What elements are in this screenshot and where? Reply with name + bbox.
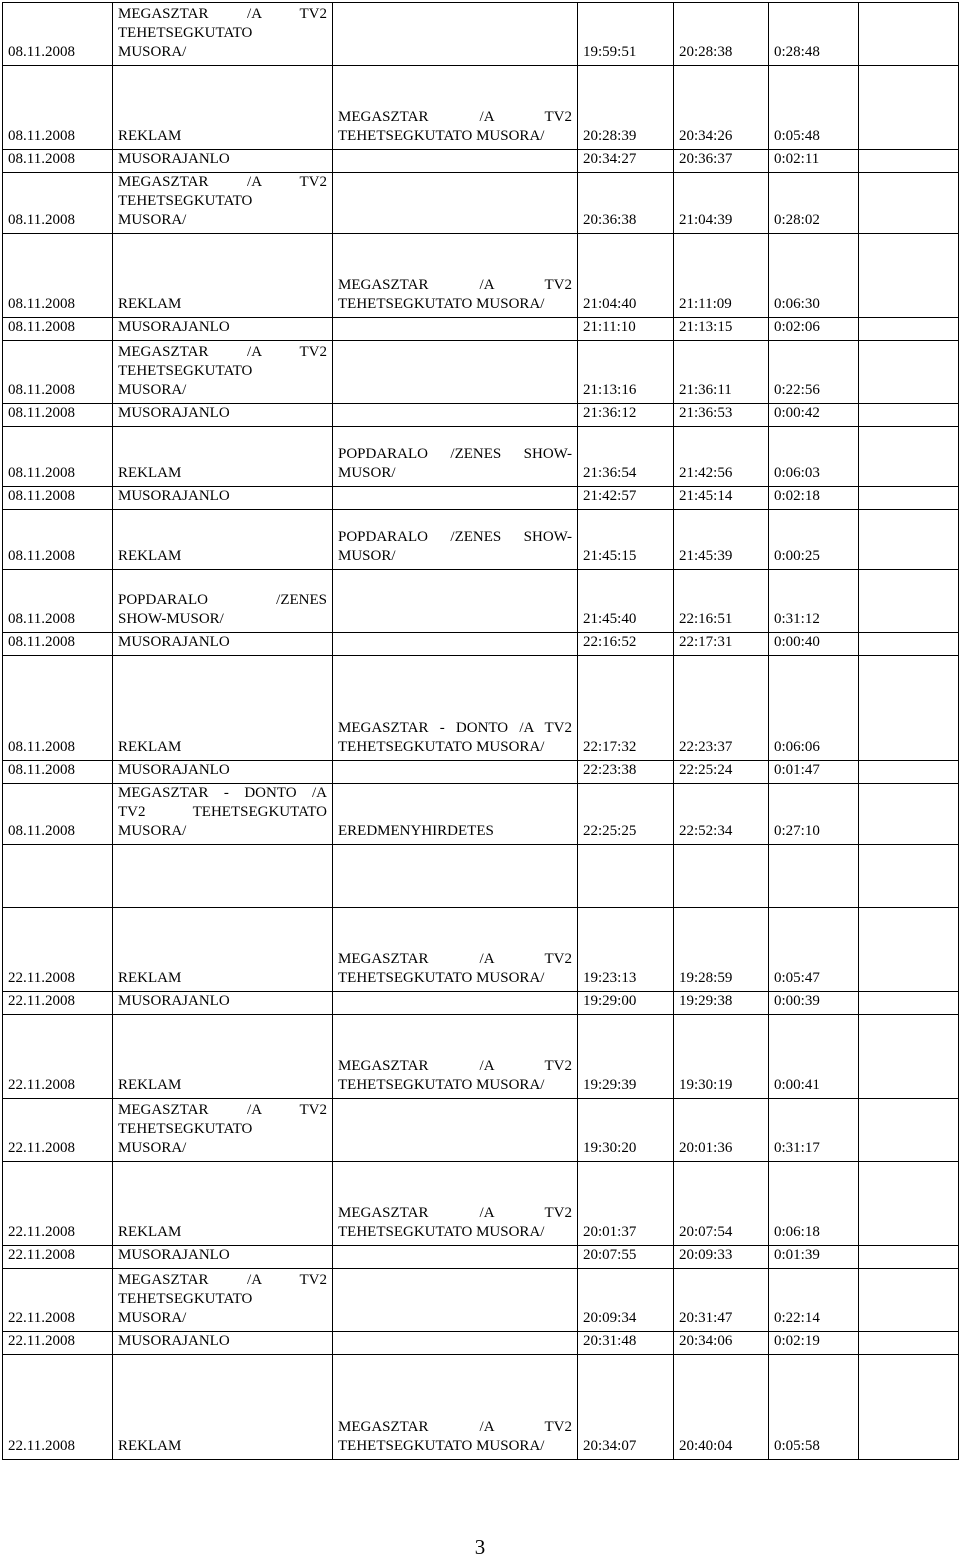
start-time-cell: 20:07:55 — [578, 1246, 674, 1269]
start-time-cell: 20:36:38 — [578, 173, 674, 234]
spare-cell — [859, 656, 959, 761]
date-cell: 08.11.2008 — [3, 427, 113, 487]
content-type-cell: MUSORAJANLO — [113, 150, 333, 173]
program-title-line: MEGASZTAR /A TV2 — [118, 1272, 327, 1288]
spare-cell — [859, 908, 959, 992]
spare-cell — [859, 992, 959, 1015]
program-title-line: MEGASZTAR /A TV2 — [118, 174, 327, 190]
start-time-cell: 21:11:10 — [578, 318, 674, 341]
table-row — [3, 908, 959, 992]
program-title-line: TEHETSEGKUTATO — [118, 193, 253, 209]
content-type-cell: REKLAM — [113, 234, 333, 318]
table-row — [3, 66, 959, 150]
program-cell: EREDMENYHIRDETES — [333, 784, 578, 845]
program-title-line: MUSORA/ — [118, 823, 187, 839]
start-time-cell: 20:01:37 — [578, 1162, 674, 1246]
end-time-cell: 22:25:24 — [674, 761, 769, 784]
content-type-cell — [113, 1099, 333, 1162]
content-type-cell — [113, 1269, 333, 1332]
spare-cell — [859, 1099, 959, 1162]
spare-cell — [859, 1246, 959, 1269]
page-number: 3 — [474, 1535, 486, 1559]
date-cell: 08.11.2008 — [3, 633, 113, 656]
start-time-cell: 22:25:25 — [578, 784, 674, 845]
program-cell: MEGASZTAR /A TV2 TEHETSEGKUTATO MUSORA/ — [333, 1162, 578, 1246]
date-cell: 08.11.2008 — [3, 784, 113, 845]
duration-cell: 0:01:39 — [769, 1246, 859, 1269]
date-cell: 22.11.2008 — [3, 1162, 113, 1246]
spare-cell — [859, 173, 959, 234]
program-cell — [333, 1269, 578, 1332]
end-time-cell: 19:28:59 — [674, 908, 769, 992]
date-cell: 08.11.2008 — [3, 318, 113, 341]
content-type-cell: REKLAM — [113, 656, 333, 761]
date-cell: 22.11.2008 — [3, 1332, 113, 1355]
content-type-cell — [113, 784, 333, 845]
content-type-cell: MUSORAJANLO — [113, 992, 333, 1015]
date-cell: 22.11.2008 — [3, 992, 113, 1015]
start-time-cell: 21:13:16 — [578, 341, 674, 404]
duration-cell: 0:05:47 — [769, 908, 859, 992]
program-title-line: SHOW-MUSOR/ — [118, 611, 224, 627]
table-row — [3, 1162, 959, 1246]
start-time-cell: 21:36:12 — [578, 404, 674, 427]
program-cell — [333, 570, 578, 633]
end-time-cell: 21:42:56 — [674, 427, 769, 487]
spare-cell — [859, 784, 959, 845]
duration-cell: 0:02:11 — [769, 150, 859, 173]
duration-cell: 0:06:30 — [769, 234, 859, 318]
duration-cell: 0:05:58 — [769, 1355, 859, 1460]
date-cell: 08.11.2008 — [3, 487, 113, 510]
date-cell: 22.11.2008 — [3, 1015, 113, 1099]
program-title-line: MEGASZTAR /A TV2 — [118, 6, 327, 22]
program-title-line: MUSORA/ — [118, 382, 187, 398]
program-cell: MEGASZTAR - DONTO /A TV2 TEHETSEGKUTATO MUSORA/ — [333, 656, 578, 761]
end-time-cell — [674, 845, 769, 908]
start-time-cell: 19:30:20 — [578, 1099, 674, 1162]
content-type-cell: MUSORAJANLO — [113, 487, 333, 510]
start-time-cell: 19:29:39 — [578, 1015, 674, 1099]
program-cell — [333, 845, 578, 908]
program-cell — [333, 173, 578, 234]
broadcast-log-table — [2, 2, 959, 1460]
date-cell: 22.11.2008 — [3, 1355, 113, 1460]
program-cell — [333, 3, 578, 66]
program-cell — [333, 992, 578, 1015]
table-row — [3, 318, 959, 341]
duration-cell: 0:00:40 — [769, 633, 859, 656]
spare-cell — [859, 66, 959, 150]
end-time-cell: 21:45:14 — [674, 487, 769, 510]
program-cell: MEGASZTAR /A TV2 TEHETSEGKUTATO MUSORA/ — [333, 1015, 578, 1099]
program-cell: MEGASZTAR /A TV2 TEHETSEGKUTATO MUSORA/ — [333, 66, 578, 150]
spare-cell — [859, 1332, 959, 1355]
end-time-cell: 21:04:39 — [674, 173, 769, 234]
table-row — [3, 784, 959, 845]
date-cell: 08.11.2008 — [3, 3, 113, 66]
content-type-cell: MUSORAJANLO — [113, 1246, 333, 1269]
program-cell — [333, 150, 578, 173]
content-type-cell: REKLAM — [113, 908, 333, 992]
date-cell: 08.11.2008 — [3, 570, 113, 633]
duration-cell: 0:22:56 — [769, 341, 859, 404]
end-time-cell: 20:40:04 — [674, 1355, 769, 1460]
broadcast-log-body — [3, 3, 959, 1460]
program-cell — [333, 318, 578, 341]
content-type-cell: MUSORAJANLO — [113, 404, 333, 427]
duration-cell: 0:01:47 — [769, 761, 859, 784]
start-time-cell: 22:23:38 — [578, 761, 674, 784]
end-time-cell: 21:13:15 — [674, 318, 769, 341]
table-row — [3, 1246, 959, 1269]
table-row — [3, 173, 959, 234]
content-type-cell: MUSORAJANLO — [113, 761, 333, 784]
table-row — [3, 427, 959, 487]
start-time-cell: 21:45:40 — [578, 570, 674, 633]
program-cell: MEGASZTAR /A TV2 TEHETSEGKUTATO MUSORA/ — [333, 908, 578, 992]
program-title-line: MEGASZTAR - DONTO /A — [118, 785, 327, 801]
table-row — [3, 150, 959, 173]
duration-cell: 0:06:06 — [769, 656, 859, 761]
end-time-cell: 21:45:39 — [674, 510, 769, 570]
program-cell — [333, 633, 578, 656]
date-cell: 08.11.2008 — [3, 66, 113, 150]
start-time-cell — [578, 845, 674, 908]
table-row — [3, 570, 959, 633]
duration-cell: 0:00:25 — [769, 510, 859, 570]
program-title-line: MEGASZTAR /A TV2 — [118, 1102, 327, 1118]
duration-cell: 0:00:42 — [769, 404, 859, 427]
start-time-cell: 20:34:27 — [578, 150, 674, 173]
duration-cell: 0:31:17 — [769, 1099, 859, 1162]
spare-cell — [859, 761, 959, 784]
program-title-line: TV2 TEHETSEGKUTATO — [118, 804, 327, 820]
end-time-cell: 21:36:53 — [674, 404, 769, 427]
spare-cell — [859, 234, 959, 318]
duration-cell: 0:02:18 — [769, 487, 859, 510]
table-row — [3, 1355, 959, 1460]
program-title-line: MUSORA/ — [118, 212, 187, 228]
spare-cell — [859, 1269, 959, 1332]
duration-cell: 0:06:18 — [769, 1162, 859, 1246]
end-time-cell: 20:31:47 — [674, 1269, 769, 1332]
duration-cell: 0:27:10 — [769, 784, 859, 845]
spare-cell — [859, 633, 959, 656]
table-row — [3, 656, 959, 761]
content-type-cell — [113, 341, 333, 404]
duration-cell: 0:31:12 — [769, 570, 859, 633]
start-time-cell: 19:29:00 — [578, 992, 674, 1015]
program-title-line: TEHETSEGKUTATO — [118, 1291, 253, 1307]
end-time-cell: 20:01:36 — [674, 1099, 769, 1162]
date-cell: 22.11.2008 — [3, 1246, 113, 1269]
date-cell: 08.11.2008 — [3, 404, 113, 427]
end-time-cell: 19:29:38 — [674, 992, 769, 1015]
date-cell: 08.11.2008 — [3, 234, 113, 318]
spare-cell — [859, 1162, 959, 1246]
start-time-cell: 22:17:32 — [578, 656, 674, 761]
end-time-cell: 20:36:37 — [674, 150, 769, 173]
spare-cell — [859, 487, 959, 510]
duration-cell — [769, 845, 859, 908]
table-row — [3, 633, 959, 656]
program-title-line: TEHETSEGKUTATO — [118, 25, 253, 41]
start-time-cell: 21:36:54 — [578, 427, 674, 487]
start-time-cell: 21:04:40 — [578, 234, 674, 318]
start-time-cell: 20:09:34 — [578, 1269, 674, 1332]
table-row — [3, 487, 959, 510]
date-cell: 08.11.2008 — [3, 761, 113, 784]
program-cell — [333, 487, 578, 510]
table-row — [3, 761, 959, 784]
date-cell: 08.11.2008 — [3, 656, 113, 761]
table-row — [3, 341, 959, 404]
table-row — [3, 992, 959, 1015]
end-time-cell: 21:36:11 — [674, 341, 769, 404]
program-cell — [333, 1332, 578, 1355]
duration-cell: 0:00:39 — [769, 992, 859, 1015]
content-type-cell: MUSORAJANLO — [113, 633, 333, 656]
program-cell: MEGASZTAR /A TV2 TEHETSEGKUTATO MUSORA/ — [333, 234, 578, 318]
date-cell: 08.11.2008 — [3, 150, 113, 173]
program-cell — [333, 1246, 578, 1269]
duration-cell: 0:02:06 — [769, 318, 859, 341]
date-cell: 22.11.2008 — [3, 1269, 113, 1332]
spare-cell — [859, 404, 959, 427]
table-row — [3, 1269, 959, 1332]
end-time-cell: 20:28:38 — [674, 3, 769, 66]
start-time-cell: 22:16:52 — [578, 633, 674, 656]
duration-cell: 0:02:19 — [769, 1332, 859, 1355]
content-type-cell: REKLAM — [113, 66, 333, 150]
content-type-cell: MUSORAJANLO — [113, 318, 333, 341]
content-type-cell — [113, 845, 333, 908]
spare-cell — [859, 570, 959, 633]
spare-cell — [859, 150, 959, 173]
spare-cell — [859, 1015, 959, 1099]
start-time-cell: 19:59:51 — [578, 3, 674, 66]
start-time-cell: 21:42:57 — [578, 487, 674, 510]
duration-cell: 0:05:48 — [769, 66, 859, 150]
content-type-cell: MUSORAJANLO — [113, 1332, 333, 1355]
content-type-cell: REKLAM — [113, 1015, 333, 1099]
date-cell: 08.11.2008 — [3, 341, 113, 404]
program-title-line: TEHETSEGKUTATO — [118, 363, 253, 379]
end-time-cell: 22:23:37 — [674, 656, 769, 761]
date-cell: 22.11.2008 — [3, 1099, 113, 1162]
duration-cell: 0:00:41 — [769, 1015, 859, 1099]
date-cell — [3, 845, 113, 908]
date-cell: 22.11.2008 — [3, 908, 113, 992]
end-time-cell: 20:07:54 — [674, 1162, 769, 1246]
spare-cell — [859, 341, 959, 404]
spare-cell — [859, 318, 959, 341]
program-cell — [333, 761, 578, 784]
program-title-line: MEGASZTAR /A TV2 — [118, 344, 327, 360]
spare-cell — [859, 845, 959, 908]
duration-cell: 0:28:02 — [769, 173, 859, 234]
spare-cell — [859, 1355, 959, 1460]
program-title-line: TEHETSEGKUTATO — [118, 1121, 253, 1137]
program-cell: MEGASZTAR /A TV2 TEHETSEGKUTATO MUSORA/ — [333, 1355, 578, 1460]
end-time-cell: 20:09:33 — [674, 1246, 769, 1269]
spare-cell — [859, 427, 959, 487]
table-row — [3, 1332, 959, 1355]
duration-cell: 0:28:48 — [769, 3, 859, 66]
end-time-cell: 20:34:06 — [674, 1332, 769, 1355]
end-time-cell: 22:52:34 — [674, 784, 769, 845]
table-row — [3, 1015, 959, 1099]
date-cell: 08.11.2008 — [3, 510, 113, 570]
end-time-cell: 19:30:19 — [674, 1015, 769, 1099]
content-type-cell — [113, 173, 333, 234]
end-time-cell: 20:34:26 — [674, 66, 769, 150]
table-row — [3, 845, 959, 908]
start-time-cell: 19:23:13 — [578, 908, 674, 992]
program-title-line: MUSORA/ — [118, 1310, 187, 1326]
start-time-cell: 21:45:15 — [578, 510, 674, 570]
content-type-cell — [113, 570, 333, 633]
content-type-cell: REKLAM — [113, 1355, 333, 1460]
table-row — [3, 234, 959, 318]
program-cell: POPDARALO /ZENES SHOW-MUSOR/ — [333, 510, 578, 570]
spare-cell — [859, 510, 959, 570]
end-time-cell: 21:11:09 — [674, 234, 769, 318]
content-type-cell: REKLAM — [113, 510, 333, 570]
program-title-line: MUSORA/ — [118, 44, 187, 60]
program-title-line: MUSORA/ — [118, 1140, 187, 1156]
program-title-line: POPDARALO /ZENES — [118, 592, 327, 608]
table-row — [3, 1099, 959, 1162]
start-time-cell: 20:34:07 — [578, 1355, 674, 1460]
program-cell — [333, 1099, 578, 1162]
end-time-cell: 22:16:51 — [674, 570, 769, 633]
duration-cell: 0:06:03 — [769, 427, 859, 487]
end-time-cell: 22:17:31 — [674, 633, 769, 656]
table-row — [3, 404, 959, 427]
program-cell — [333, 341, 578, 404]
content-type-cell: REKLAM — [113, 1162, 333, 1246]
program-cell — [333, 404, 578, 427]
start-time-cell: 20:31:48 — [578, 1332, 674, 1355]
date-cell: 08.11.2008 — [3, 173, 113, 234]
table-row — [3, 3, 959, 66]
table-row — [3, 510, 959, 570]
program-cell: POPDARALO /ZENES SHOW-MUSOR/ — [333, 427, 578, 487]
content-type-cell — [113, 3, 333, 66]
duration-cell: 0:22:14 — [769, 1269, 859, 1332]
content-type-cell: REKLAM — [113, 427, 333, 487]
start-time-cell: 20:28:39 — [578, 66, 674, 150]
spare-cell — [859, 3, 959, 66]
